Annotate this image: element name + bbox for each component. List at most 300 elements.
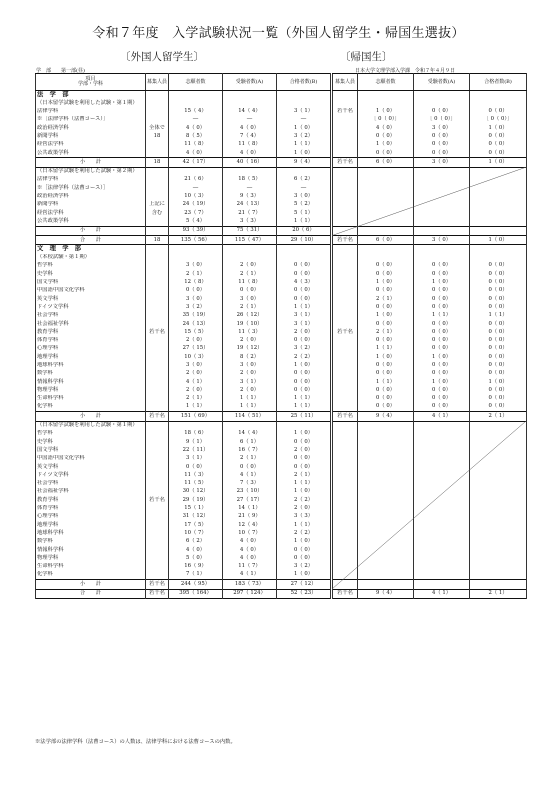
returnee-capacity-cell: 若干名 <box>333 236 358 245</box>
capacity-cell <box>146 521 169 529</box>
page-title: 令和７年度 入学試験状況一覧（外国人留学生・帰国生選抜） <box>92 26 465 41</box>
table-row <box>333 176 527 184</box>
applicants-cell: 8（ 5） <box>169 132 223 140</box>
capacity-cell <box>146 463 169 471</box>
international-student-table <box>35 73 331 599</box>
returnee-passers-cell <box>470 563 527 571</box>
passers-cell: 1（ 1） <box>277 521 331 529</box>
passers-cell: 3（ 1） <box>277 108 331 116</box>
examinees-cell: 24（ 13） <box>223 201 277 209</box>
returnee-passers-cell: 0（ 0） <box>470 108 527 116</box>
returnee-passers-cell: ［ 0（ 0）］ <box>470 116 527 124</box>
applicants-cell: 4（ 0） <box>169 546 223 554</box>
passers-cell: 1（ 0） <box>277 538 331 546</box>
returnee-applicants-cell <box>358 513 414 521</box>
capacity-cell <box>146 254 169 262</box>
returnee-capacity-cell: 若干名 <box>333 158 358 167</box>
table-row <box>36 488 331 496</box>
returnee-examinees-cell: 0（ 0） <box>414 287 470 295</box>
table-row <box>333 270 527 278</box>
returnee-passers-cell <box>470 496 527 504</box>
returnee-capacity-cell <box>333 295 358 303</box>
table-row <box>36 403 331 412</box>
dept-label: 生命科学科 <box>36 563 146 571</box>
returnee-applicants-cell <box>358 193 414 201</box>
returnee-examinees-cell: 0（ 0） <box>414 386 470 394</box>
capacity-cell <box>146 279 169 287</box>
returnee-applicants-cell: 0（ 0） <box>358 320 414 328</box>
table-row <box>333 320 527 328</box>
returnee-examinees-cell <box>414 538 470 546</box>
examinees-cell: 4（ 0） <box>223 546 277 554</box>
table-row <box>36 262 331 270</box>
table-row <box>36 370 331 378</box>
capacity-cell <box>146 303 169 311</box>
table-row <box>36 320 331 328</box>
footnote: ※法学部の法律学科（法曹コース）の人数は、法律学科における法曹コースの内数。 <box>35 739 236 745</box>
examinees-cell: 8（ 2） <box>223 353 277 361</box>
capacity-cell: 全体で <box>146 124 169 132</box>
dept-label: （日本留学試験を利用した試験・第１期） <box>36 421 146 430</box>
applicants-cell: 10（ 3） <box>169 353 223 361</box>
returnee-applicants-cell <box>358 226 414 235</box>
examinees-cell: 12（ 4） <box>223 521 277 529</box>
passers-cell: 3（ 2） <box>277 345 331 353</box>
returnee-capacity-cell <box>333 386 358 394</box>
applicants-cell: 27（ 15） <box>169 345 223 353</box>
examinees-cell: 11（ 8） <box>223 279 277 287</box>
examinees-cell: 115（ 47） <box>223 236 277 245</box>
capacity-cell <box>146 378 169 386</box>
dept-label: 哲学科 <box>36 430 146 438</box>
returnee-passers-cell: 2（ 1） <box>470 412 527 421</box>
returnee-capacity-cell <box>333 455 358 463</box>
dept-label: 物理学科 <box>36 386 146 394</box>
dept-label: 法律学科 <box>36 108 146 116</box>
table-row <box>36 345 331 353</box>
passers-cell: 3（ 3） <box>277 513 331 521</box>
examinees-cell: 4（ 1） <box>223 471 277 479</box>
examinees-cell: 75（ 31） <box>223 226 277 235</box>
examinees-cell: 2（ 0） <box>223 337 277 345</box>
passers-cell: 0（ 0） <box>277 270 331 278</box>
examinees-cell: 26（ 12） <box>223 312 277 320</box>
returnee-capacity-cell <box>333 370 358 378</box>
examinees-cell: ― <box>223 116 277 124</box>
returnee-examinees-cell <box>414 455 470 463</box>
table-row <box>333 529 527 537</box>
table-row <box>333 303 527 311</box>
table-row <box>36 167 331 176</box>
returnee-examinees-cell: 1（ 0） <box>414 279 470 287</box>
returnee-examinees-cell: 0（ 0） <box>414 403 470 412</box>
capacity-cell <box>146 141 169 149</box>
applicants-cell: 42（ 17） <box>169 158 223 167</box>
table-row <box>333 167 527 176</box>
returnee-passers-cell <box>470 184 527 192</box>
returnee-capacity-cell <box>333 141 358 149</box>
table-row <box>36 554 331 562</box>
table-row <box>333 455 527 463</box>
capacity-cell <box>146 99 169 107</box>
examinees-cell: 11（ 8） <box>223 141 277 149</box>
examinees-cell: 9（ 3） <box>223 193 277 201</box>
dept-label: 情報科学科 <box>36 546 146 554</box>
returnee-applicants-cell: 9（ 4） <box>358 589 414 598</box>
applicants-cell: 1（ 1） <box>169 403 223 412</box>
returnee-capacity-cell <box>333 471 358 479</box>
capacity-cell <box>146 554 169 562</box>
applicants-cell: 31（ 12） <box>169 513 223 521</box>
capacity-cell <box>146 538 169 546</box>
table-row <box>36 480 331 488</box>
returnee-applicants-cell <box>358 554 414 562</box>
returnee-capacity-cell <box>333 320 358 328</box>
dept-label: 小 計 <box>36 226 146 235</box>
applicants-cell: 2（ 1） <box>169 395 223 403</box>
passers-cell: 1（ 0） <box>277 362 331 370</box>
capacity-cell <box>146 488 169 496</box>
returnee-capacity-cell <box>333 262 358 270</box>
dept-label: ※［法律学科（法曹コース）］ <box>36 184 146 192</box>
capacity-cell <box>146 108 169 116</box>
capacity-cell: 若干名 <box>146 496 169 504</box>
table-row <box>36 521 331 529</box>
applicants-cell: 5（ 0） <box>169 554 223 562</box>
examinees-cell <box>223 167 277 176</box>
returnee-passers-cell: 0（ 0） <box>470 395 527 403</box>
returnee-examinees-cell <box>414 513 470 521</box>
examinees-cell: 4（ 0） <box>223 554 277 562</box>
capacity-cell <box>146 226 169 235</box>
returnee-capacity-cell <box>333 245 358 254</box>
table-row <box>36 438 331 446</box>
passers-cell: 0（ 0） <box>277 378 331 386</box>
table-row <box>36 546 331 554</box>
department-note: 学 部 第一部(昼) <box>36 68 85 74</box>
returnee-examinees-cell <box>414 438 470 446</box>
table-row <box>36 421 331 430</box>
returnee-applicants-cell: 0（ 0） <box>358 270 414 278</box>
dept-label: 合 計 <box>36 236 146 245</box>
applicants-cell: 10（ 3） <box>169 193 223 201</box>
returnee-applicants-cell <box>358 201 414 209</box>
returnee-applicants-cell <box>358 529 414 537</box>
returnee-examinees-cell: 1（ 1） <box>414 312 470 320</box>
applicants-cell <box>169 167 223 176</box>
returnee-passers-cell <box>470 226 527 235</box>
passers-cell <box>277 91 331 100</box>
returnee-applicants-cell: 6（ 0） <box>358 158 414 167</box>
returnee-applicants-cell: 1（ 0） <box>358 108 414 116</box>
examinees-cell: 7（ 3） <box>223 480 277 488</box>
applicants-cell: 0（ 0） <box>169 463 223 471</box>
table-row <box>333 287 527 295</box>
applicants-cell: 11（ 3） <box>169 471 223 479</box>
dept-label: 体育学科 <box>36 337 146 345</box>
passers-cell: 27（ 12） <box>277 580 331 589</box>
returnee-examinees-cell: 0（ 0） <box>414 262 470 270</box>
table-row <box>333 254 527 262</box>
returnee-examinees-cell: 4（ 1） <box>414 589 470 598</box>
dept-label: 地球科学科 <box>36 362 146 370</box>
returnee-applicants-cell: 1（ 0） <box>358 353 414 361</box>
returnee-applicants-cell <box>358 217 414 226</box>
table-row <box>333 386 527 394</box>
returnee-examinees-cell: 0（ 0） <box>414 108 470 116</box>
returnee-passers-cell: 0（ 0） <box>470 270 527 278</box>
examinees-cell: 11（ 3） <box>223 328 277 336</box>
examinees-cell <box>223 421 277 430</box>
capacity-cell <box>146 262 169 270</box>
capacity-cell: 若干名 <box>146 412 169 421</box>
returnee-examinees-cell: 0（ 0） <box>414 149 470 158</box>
passers-cell: 3（ 1） <box>277 312 331 320</box>
returnee-examinees-cell: 0（ 0） <box>414 295 470 303</box>
dept-label: 経営法学科 <box>36 141 146 149</box>
table-row <box>333 158 527 167</box>
dept-label: 公共政策学科 <box>36 149 146 158</box>
examinees-cell <box>223 245 277 254</box>
examinees-cell: 0（ 0） <box>223 287 277 295</box>
applicants-cell <box>169 91 223 100</box>
table-row <box>36 99 331 107</box>
returnee-capacity-cell: 若干名 <box>333 412 358 421</box>
table-row <box>36 254 331 262</box>
table-row <box>36 124 331 132</box>
dept-label: 公共政策学科 <box>36 217 146 226</box>
returnee-passers-cell <box>470 245 527 254</box>
returnee-examinees-cell <box>414 201 470 209</box>
capacity-cell <box>146 353 169 361</box>
table-row <box>333 538 527 546</box>
returnee-capacity-cell <box>333 430 358 438</box>
returnee-examinees-cell: 3（ 0） <box>414 158 470 167</box>
table-row <box>36 471 331 479</box>
passers-cell: 1（ 1） <box>277 141 331 149</box>
table-row <box>333 337 527 345</box>
returnee-examinees-cell: 0（ 0） <box>414 345 470 353</box>
returnee-applicants-cell: 0（ 0） <box>358 132 414 140</box>
returnee-examinees-cell: 0（ 0） <box>414 320 470 328</box>
returnee-examinees-cell <box>414 529 470 537</box>
table-row <box>36 378 331 386</box>
returnee-examinees-cell: 3（ 0） <box>414 124 470 132</box>
applicants-cell: 2（ 0） <box>169 370 223 378</box>
returnee-applicants-cell: 4（ 0） <box>358 124 414 132</box>
examinees-cell: 19（ 12） <box>223 345 277 353</box>
examinees-cell: 4（ 0） <box>223 538 277 546</box>
capacity-cell <box>146 480 169 488</box>
returnee-applicants-cell <box>358 521 414 529</box>
dept-label: 体育学科 <box>36 505 146 513</box>
capacity-cell <box>146 505 169 513</box>
capacity-cell: 18 <box>146 132 169 140</box>
passers-cell: 3（ 2） <box>277 132 331 140</box>
returnee-passers-cell <box>470 217 527 226</box>
returnee-passers-cell: 0（ 0） <box>470 362 527 370</box>
examinees-cell: 2（ 0） <box>223 262 277 270</box>
dept-label: （日本留学試験を利用した試験・第１期） <box>36 99 146 107</box>
table-row <box>36 362 331 370</box>
applicants-cell: 4（ 0） <box>169 149 223 158</box>
returnee-examinees-cell <box>414 254 470 262</box>
table-row <box>333 463 527 471</box>
returnee-capacity-cell <box>333 312 358 320</box>
dept-label: 経営法学科 <box>36 209 146 217</box>
table-row <box>333 245 527 254</box>
table-row <box>36 245 331 254</box>
capacity-cell <box>146 513 169 521</box>
returnee-applicants-cell: 0（ 0） <box>358 287 414 295</box>
returnee-capacity-cell <box>333 99 358 107</box>
returnee-examinees-cell <box>414 421 470 430</box>
examinees-cell <box>223 91 277 100</box>
returnee-capacity-cell <box>333 149 358 158</box>
dept-label: 地理学科 <box>36 353 146 361</box>
returnee-passers-cell: 0（ 0） <box>470 370 527 378</box>
capacity-cell <box>146 337 169 345</box>
returnee-applicants-cell: ［ 0（ 0）］ <box>358 116 414 124</box>
header-applicants: 志願者数 <box>358 74 414 91</box>
examinees-cell: 6（ 1） <box>223 438 277 446</box>
returnee-applicants-cell: 1（ 1） <box>358 345 414 353</box>
passers-cell: 3（ 0） <box>277 193 331 201</box>
returnee-applicants-cell <box>358 463 414 471</box>
passers-cell <box>277 245 331 254</box>
dept-label: 心理学科 <box>36 513 146 521</box>
table-row <box>333 193 527 201</box>
passers-cell: ― <box>277 116 331 124</box>
returnee-capacity-cell <box>333 303 358 311</box>
returnee-examinees-cell <box>414 563 470 571</box>
capacity-cell <box>146 167 169 176</box>
examinees-cell: 18（ 5） <box>223 176 277 184</box>
examinees-cell: 21（ 9） <box>223 513 277 521</box>
returnee-passers-cell <box>470 471 527 479</box>
applicants-cell <box>169 245 223 254</box>
returnee-applicants-cell <box>358 471 414 479</box>
returnee-capacity-cell <box>333 337 358 345</box>
applicants-cell: 151（ 69） <box>169 412 223 421</box>
examinees-cell: 14（ 1） <box>223 505 277 513</box>
returnee-applicants-cell <box>358 245 414 254</box>
applicants-cell: 15（ 5） <box>169 328 223 336</box>
returnee-passers-cell: 0（ 0） <box>470 279 527 287</box>
dept-label: 小 計 <box>36 158 146 167</box>
applicants-cell: 395（ 164） <box>169 589 223 598</box>
capacity-cell <box>146 217 169 226</box>
table-row <box>333 446 527 454</box>
returnee-capacity-cell <box>333 563 358 571</box>
section-title-returnee: 〔帰国生〕 <box>340 51 393 63</box>
capacity-cell <box>146 529 169 537</box>
returnee-applicants-cell: 1（ 0） <box>358 312 414 320</box>
passers-cell: 9（ 4） <box>277 158 331 167</box>
passers-cell: 2（ 0） <box>277 505 331 513</box>
applicants-cell: 3（ 2） <box>169 303 223 311</box>
passers-cell: 6（ 2） <box>277 176 331 184</box>
examinees-cell: 2（ 1） <box>223 303 277 311</box>
applicants-cell: 9（ 1） <box>169 438 223 446</box>
returnee-applicants-cell <box>358 184 414 192</box>
applicants-cell <box>169 421 223 430</box>
returnee-capacity-cell <box>333 184 358 192</box>
issuer-date: 日本大学文理学部入学課 令和７年４月９日 <box>355 68 456 74</box>
returnee-examinees-cell <box>414 193 470 201</box>
examinees-cell: 1（ 1） <box>223 395 277 403</box>
dept-label: 社会福祉学科 <box>36 488 146 496</box>
header-examinees: 受験者数(A) <box>223 74 277 91</box>
table-row <box>36 201 331 209</box>
returnee-capacity-cell <box>333 446 358 454</box>
passers-cell: 0（ 0） <box>277 455 331 463</box>
table-row <box>36 226 331 235</box>
table-row <box>333 328 527 336</box>
returnee-capacity-cell <box>333 132 358 140</box>
returnee-table <box>332 73 527 599</box>
table-row <box>36 337 331 345</box>
passers-cell: 20（ 6） <box>277 226 331 235</box>
returnee-passers-cell: 1（ 0） <box>470 158 527 167</box>
returnee-examinees-cell <box>414 99 470 107</box>
dept-label: 国文学科 <box>36 446 146 454</box>
table-row <box>333 279 527 287</box>
examinees-cell: 4（ 0） <box>223 124 277 132</box>
returnee-passers-cell: 1（ 1） <box>470 312 527 320</box>
passers-cell: 0（ 0） <box>277 287 331 295</box>
applicants-cell: 18（ 6） <box>169 430 223 438</box>
returnee-applicants-cell <box>358 571 414 580</box>
table-row <box>333 217 527 226</box>
capacity-cell <box>146 270 169 278</box>
applicants-cell: 17（ 5） <box>169 521 223 529</box>
returnee-passers-cell <box>470 571 527 580</box>
capacity-cell: 上記に <box>146 201 169 209</box>
header-applicants: 志願者数 <box>169 74 223 91</box>
table-row <box>333 91 527 100</box>
returnee-applicants-cell <box>358 538 414 546</box>
returnee-capacity-cell <box>333 554 358 562</box>
applicants-cell: 11（ 5） <box>169 480 223 488</box>
capacity-cell: 若干名 <box>146 580 169 589</box>
applicants-cell: 30（ 12） <box>169 488 223 496</box>
table-row <box>333 184 527 192</box>
table-row <box>36 193 331 201</box>
table-row <box>333 141 527 149</box>
capacity-cell <box>146 438 169 446</box>
header-examinees: 受験者数(A) <box>414 74 470 91</box>
dept-label: 数学科 <box>36 370 146 378</box>
returnee-passers-cell <box>470 521 527 529</box>
dept-label: ドイツ文学科 <box>36 471 146 479</box>
returnee-passers-cell <box>470 546 527 554</box>
returnee-examinees-cell: 0（ 0） <box>414 132 470 140</box>
returnee-passers-cell <box>470 480 527 488</box>
table-row <box>333 132 527 140</box>
dept-label: 文 理 学 部 <box>36 245 146 254</box>
dept-label: （日本留学試験を利用した試験・第２期） <box>36 167 146 176</box>
capacity-cell <box>146 295 169 303</box>
passers-cell: 0（ 0） <box>277 463 331 471</box>
returnee-applicants-cell: 0（ 0） <box>358 149 414 158</box>
passers-cell: ― <box>277 184 331 192</box>
returnee-examinees-cell <box>414 226 470 235</box>
examinees-cell: 3（ 3） <box>223 217 277 226</box>
returnee-examinees-cell <box>414 91 470 100</box>
dept-label: 英文学科 <box>36 463 146 471</box>
table-row <box>36 386 331 394</box>
